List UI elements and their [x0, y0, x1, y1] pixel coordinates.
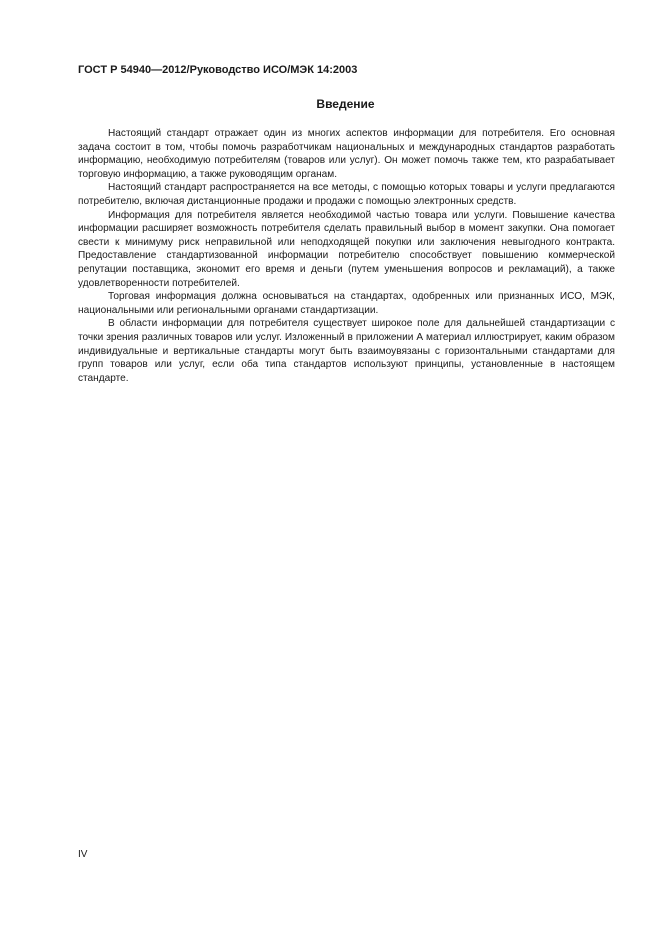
paragraph: Настоящий стандарт распространяется на все методы, с помощью которых товары и услуги предлагаются потребителю, включая дистанционные продажи и продажи с помощью электронных средств.: [78, 182, 615, 207]
page-number: IV: [78, 849, 88, 860]
body-text: [78, 127, 615, 385]
running-header: ГОСТ Р 54940—2012/Руководство ИСО/МЭК 14:2003: [78, 64, 358, 76]
paragraph: Информация для потребителя является необходимой частью товара или услуги. Повышение качества информации расширяет возможность потребителя сделать правильный выбор в момент закупки. Она помогает свести к минимуму риск неправильной или неподходящей покупки или заключения невыгодного контракта. Предоставление стандартизованной информации потребителю способствует повышению коммерческой репутации поставщика, экономит его время и деньги (путем уменьшения вопросов и рекламаций), а также удовлетворенности потребителей.: [78, 209, 615, 289]
paragraph: Настоящий стандарт отражает один из многих аспектов информации для потребителя. Его основная задача состоит в том, чтобы помочь разработчикам национальных и международных стандартов разработать информацию, необходимую потребителям (товаров или услуг). Он может помочь также тем, кто разрабатывает торговую информацию, а также руководящим органам.: [78, 128, 615, 180]
paragraph: В области информации для потребителя существует широкое поле для дальнейшей стандартизации с точки зрения различных товаров или услуг. Изложенный в приложении А материал иллюстрирует, каким образом индивидуальные и вертикальные стандарты могут быть взаимоувязаны с горизонтальными стандартами для групп товаров или услуг, если оба типа стандартов используют принципы, установленные в настоящем стандарте.: [78, 318, 615, 384]
section-title: Введение: [316, 97, 375, 111]
paragraph: Торговая информация должна основываться на стандартах, одобренных или признанных ИСО, МЭК, национальными или региональными органами стандартизации.: [78, 291, 615, 316]
